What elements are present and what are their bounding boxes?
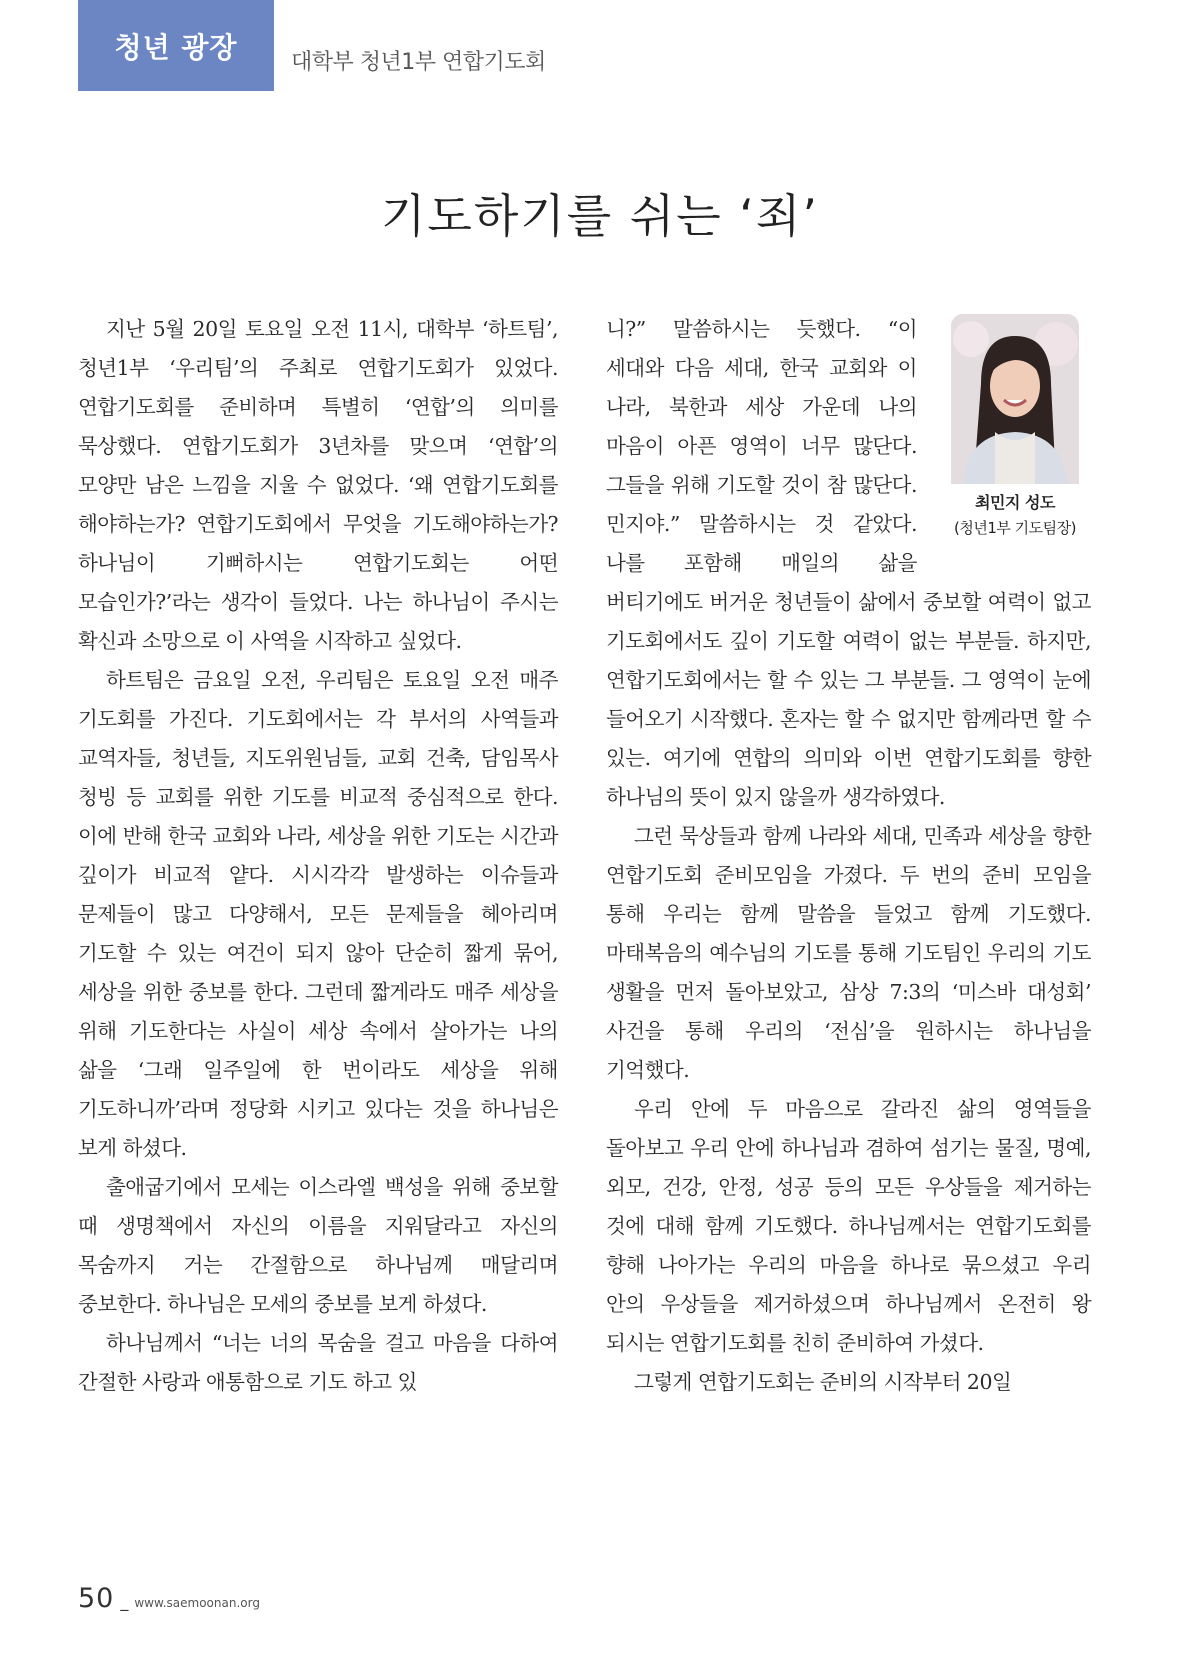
article-column-left <box>78 310 558 1402</box>
page-number: 50 <box>78 1583 115 1614</box>
paragraph: 출애굽기에서 모세는 이스라엘 백성을 위해 중보할 때 생명책에서 자신의 이름을 지워달라고 자신의 목숨까지 거는 간절함으로 하나님께 매달리며 중보한다. 하나님은 모세의 중보를 보게 하셨다. <box>78 1175 558 1316</box>
paragraph: 니?” 말씀하시는 듯했다. “이 세대와 다음 세대, 한국 교회와 이 나라, 북한과 세상 가운데 나의 마음이 아픈 영역이 너무 많단다. 그들을 위해 기도할 것이 참 많단다. 민지야.” 말씀하시는 것 같았다. 나를 포함해 매일의 삶을 버티기에도 버거운 청년들이 삶에서 중보할 여력이 없고 기도회에서도 깊이 기도할 여력이 없는 부분들. 하지만, 연합기도회에서는 할 수 있는 그 부분들. 그 영역이 눈에 들어오기 시작했다. 혼자는 할 수 없지만 함께라면 할 수 있는. 여기에 연합의 의미와 이번 연합기도회를 향한 하나님의 뜻이 있지 않을까 생각하였다. <box>606 317 1091 809</box>
paragraph: 우리 안에 두 마음으로 갈라진 삶의 영역들을 돌아보고 우리 안에 하나님과 겸하여 섬기는 물질, 명예, 외모, 건강, 안정, 성공 등의 모든 우상들을 제거하는 것에 대해 함께 기도했다. 하나님께서는 연합기도회를 향해 나아가는 우리의 마음을 하나로 묶으셨고 우리 안의 우상들을 제거하셨으며 하나님께서 온전히 왕 되시는 연합기도회를 친히 준비하여 가셨다. <box>606 1097 1091 1355</box>
author-role: (청년1부 기도팀장) <box>954 519 1076 537</box>
paragraph: 하트팀은 금요일 오전, 우리팀은 토요일 오전 매주 기도회를 가진다. 기도회에서는 각 부서의 사역들과 교역자들, 청년들, 지도위원님들, 교회 건축, 담임목사 청빙 등 교회를 위한 기도를 비교적 중심적으로 한다. 이에 반해 한국 교회와 나라, 세상을 위한 기도는 시간과 깊이가 비교적 얕다. 시시각각 발생하는 이슈들과 문제들이 많고 다양해서, 모든 문제들을 헤아리며 기도할 수 있는 여건이 되지 않아 단순히 짧게 묶어, 세상을 위한 중보를 한다. 그런데 짧게라도 매주 세상을 위해 기도한다는 사실이 세상 속에서 살아가는 나의 삶을 ‘그래 일주일에 한 번이라도 세상을 위해 기도하니까’라며 정당화 시키고 있다는 것을 하나님은 보게 하셨다. <box>78 668 558 1160</box>
page-footer <box>78 1583 260 1614</box>
subsection-title: 대학부 청년1부 연합기도회 <box>291 50 546 75</box>
author-name: 최민지 성도 <box>975 493 1055 512</box>
paragraph: 그런 묵상들과 함께 나라와 세대, 민족과 세상을 향한 연합기도회 준비모임을 가졌다. 두 번의 준비 모임을 통해 우리는 함께 말씀을 들었고 함께 기도했다. 마태복음의 예수님의 기도를 통해 기도팀인 우리의 기도 생활을 먼저 돌아보았고, 삼상 7:3의 ‘미스바 대성회’ 사건을 통해 우리의 ‘전심’을 원하시는 하나님을 기억했다. <box>606 824 1091 1082</box>
author-box <box>939 314 1091 540</box>
footer-separator: _ <box>120 1592 129 1611</box>
paragraph: 그렇게 연합기도회는 준비의 시작부터 20일 <box>634 1370 1012 1394</box>
article-title: 기도하기를 쉬는 ‘죄’ <box>381 189 819 243</box>
section-label: 청년 광장 <box>114 30 238 64</box>
paragraph: 하나님께서 “너는 너의 목숨을 걸고 마음을 다하여 간절한 사랑과 애통함으로 기도 하고 있 <box>78 1331 558 1394</box>
website-url: www.saemoonan.org <box>134 1596 260 1610</box>
section-tab <box>78 0 274 91</box>
paragraph: 지난 5월 20일 토요일 오전 11시, 대학부 ‘하트팀’, 청년1부 ‘우리팀’의 주최로 연합기도회가 있었다. 연합기도회를 준비하며 특별히 ‘연합’의 의미를 묵상했다. 연합기도회가 3년차를 맞으며 ‘연합’의 모양만 남은 느낌을 지울 수 없었다. ‘왜 연합기도회를 해야하는가? 연합기도회에서 무엇을 기도해야하는가? 하나님이 기뻐하시는 연합기도회는 어떤 모습인가?’라는 생각이 들었다. 나는 하나님이 주시는 확신과 소망으로 이 사역을 시작하고 싶었다. <box>78 317 558 653</box>
article-column-right <box>606 310 1091 1402</box>
author-photo <box>951 314 1079 484</box>
